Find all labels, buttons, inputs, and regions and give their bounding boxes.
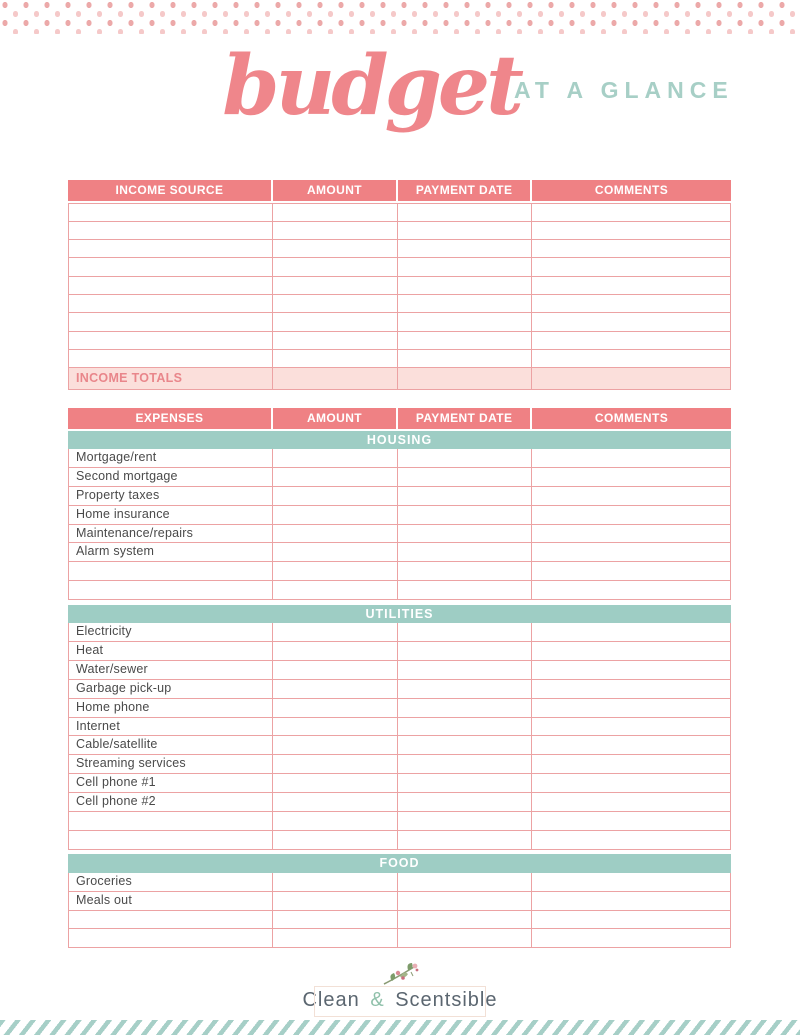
- expense-empty-row: [68, 581, 731, 600]
- empty-cell: [273, 487, 398, 506]
- empty-cell: [68, 350, 273, 368]
- table-header-row: [68, 408, 731, 429]
- empty-cell: [273, 562, 398, 581]
- expense-row: [68, 892, 731, 911]
- income-table: [68, 180, 731, 390]
- empty-cell: [68, 240, 273, 258]
- empty-cell: [398, 831, 532, 850]
- empty-cell: [532, 487, 731, 506]
- empty-cell: [398, 332, 532, 350]
- empty-cell: [532, 203, 731, 222]
- empty-cell: [273, 350, 398, 368]
- expense-empty-row: [68, 812, 731, 831]
- empty-cell: [398, 313, 532, 331]
- income-row: [68, 277, 731, 295]
- empty-cell: [532, 793, 731, 812]
- expense-label-cell: Cell phone #2: [68, 793, 273, 812]
- empty-cell: [273, 222, 398, 240]
- empty-cell: [398, 222, 532, 240]
- income-row: [68, 295, 731, 313]
- expense-empty-row: [68, 562, 731, 581]
- income-row: [68, 313, 731, 331]
- income-totals-label-cell: INCOME TOTALS: [68, 368, 273, 390]
- empty-cell: [273, 449, 398, 468]
- income-row: [68, 350, 731, 368]
- empty-cell: [68, 831, 273, 850]
- empty-cell: [68, 581, 273, 600]
- empty-cell: [398, 680, 532, 699]
- empty-cell: [532, 525, 731, 544]
- empty-cell: [398, 562, 532, 581]
- empty-cell: [398, 295, 532, 313]
- expense-label-cell: Water/sewer: [68, 661, 273, 680]
- empty-cell: [398, 525, 532, 544]
- expense-label-cell: Cell phone #1: [68, 774, 273, 793]
- footer-logo: [0, 960, 800, 1017]
- empty-cell: [273, 506, 398, 525]
- empty-cell: [398, 736, 532, 755]
- column-header-expense-2: PAYMENT DATE: [398, 408, 532, 429]
- column-header-expense-1: AMOUNT: [273, 408, 398, 429]
- expense-label-cell: Electricity: [68, 623, 273, 642]
- empty-cell: [273, 313, 398, 331]
- empty-cell: [68, 277, 273, 295]
- column-header-income-0: INCOME SOURCE: [68, 180, 273, 201]
- empty-cell: [398, 487, 532, 506]
- expense-label-cell: Second mortgage: [68, 468, 273, 487]
- empty-cell: [398, 718, 532, 737]
- empty-cell: [532, 277, 731, 295]
- title-caps-word: AT A GLANCE: [513, 77, 734, 103]
- empty-cell: [532, 642, 731, 661]
- expense-row: [68, 642, 731, 661]
- expense-label-cell: Streaming services: [68, 755, 273, 774]
- empty-cell: [273, 755, 398, 774]
- expense-row: [68, 487, 731, 506]
- empty-cell: [398, 699, 532, 718]
- empty-cell: [273, 774, 398, 793]
- expense-row: [68, 468, 731, 487]
- empty-cell: [273, 661, 398, 680]
- empty-cell: [532, 929, 731, 948]
- empty-cell: [273, 581, 398, 600]
- column-header-income-1: AMOUNT: [273, 180, 398, 201]
- empty-cell: [532, 755, 731, 774]
- empty-cell: [532, 562, 731, 581]
- empty-cell: [398, 774, 532, 793]
- empty-cell: [273, 468, 398, 487]
- empty-cell: [398, 661, 532, 680]
- empty-cell: [398, 892, 532, 911]
- empty-cell: [398, 468, 532, 487]
- empty-cell: [532, 774, 731, 793]
- expense-row: [68, 793, 731, 812]
- expense-label-cell: Heat: [68, 642, 273, 661]
- empty-cell: [398, 203, 532, 222]
- empty-cell: [532, 222, 731, 240]
- empty-cell: [398, 873, 532, 892]
- income-row: [68, 258, 731, 276]
- empty-cell: [398, 911, 532, 930]
- empty-cell: [398, 449, 532, 468]
- expense-row: [68, 525, 731, 544]
- logo-word-clean: Clean: [302, 989, 360, 1011]
- empty-cell: [532, 449, 731, 468]
- empty-cell: [532, 581, 731, 600]
- logo-ampersand: &: [370, 989, 385, 1011]
- empty-cell: [273, 642, 398, 661]
- empty-cell: [273, 258, 398, 276]
- title-script-word: budget: [222, 38, 520, 134]
- expense-row: [68, 873, 731, 892]
- empty-cell: [68, 313, 273, 331]
- empty-cell: [273, 812, 398, 831]
- empty-cell: [532, 661, 731, 680]
- expense-empty-row: [68, 929, 731, 948]
- empty-cell: [273, 368, 398, 390]
- empty-cell: [398, 642, 532, 661]
- empty-cell: [273, 718, 398, 737]
- empty-cell: [273, 543, 398, 562]
- expense-label-cell: Mortgage/rent: [68, 449, 273, 468]
- empty-cell: [532, 623, 731, 642]
- expense-label-cell: Internet: [68, 718, 273, 737]
- empty-cell: [532, 718, 731, 737]
- income-row: [68, 222, 731, 240]
- empty-cell: [68, 295, 273, 313]
- empty-cell: [532, 350, 731, 368]
- empty-cell: [532, 911, 731, 930]
- empty-cell: [532, 831, 731, 850]
- empty-cell: [398, 929, 532, 948]
- income-row: [68, 203, 731, 222]
- empty-cell: [532, 812, 731, 831]
- empty-cell: [68, 929, 273, 948]
- empty-cell: [398, 277, 532, 295]
- empty-cell: [273, 332, 398, 350]
- expense-row: [68, 680, 731, 699]
- empty-cell: [398, 258, 532, 276]
- column-header-income-3: COMMENTS: [532, 180, 731, 201]
- empty-cell: [68, 203, 273, 222]
- expense-empty-row: [68, 911, 731, 930]
- empty-cell: [273, 929, 398, 948]
- expense-label-cell: Meals out: [68, 892, 273, 911]
- expense-table: [68, 408, 731, 948]
- empty-cell: [398, 506, 532, 525]
- page-title: [78, 30, 800, 142]
- income-totals-row: [68, 368, 731, 390]
- empty-cell: [532, 680, 731, 699]
- section-band-utilities: UTILITIES: [68, 605, 731, 624]
- expense-label-cell: Maintenance/repairs: [68, 525, 273, 544]
- empty-cell: [68, 911, 273, 930]
- expense-label-cell: Cable/satellite: [68, 736, 273, 755]
- empty-cell: [532, 313, 731, 331]
- empty-cell: [532, 543, 731, 562]
- expense-row: [68, 774, 731, 793]
- empty-cell: [532, 258, 731, 276]
- empty-cell: [398, 793, 532, 812]
- empty-cell: [532, 295, 731, 313]
- empty-cell: [398, 581, 532, 600]
- empty-cell: [532, 892, 731, 911]
- empty-cell: [273, 203, 398, 222]
- column-header-income-2: PAYMENT DATE: [398, 180, 532, 201]
- table-header-row: [68, 180, 731, 201]
- empty-cell: [273, 873, 398, 892]
- expense-label-cell: Home phone: [68, 699, 273, 718]
- empty-cell: [398, 350, 532, 368]
- section-band-housing: HOUSING: [68, 431, 731, 450]
- column-header-expense-0: EXPENSES: [68, 408, 273, 429]
- expense-label-cell: Property taxes: [68, 487, 273, 506]
- expense-row: [68, 506, 731, 525]
- expense-row: [68, 661, 731, 680]
- logo-lockup: [292, 986, 507, 1017]
- expense-row: [68, 449, 731, 468]
- empty-cell: [273, 892, 398, 911]
- empty-cell: [398, 812, 532, 831]
- empty-cell: [398, 543, 532, 562]
- expense-label-cell: Groceries: [68, 873, 273, 892]
- empty-cell: [273, 736, 398, 755]
- empty-cell: [532, 240, 731, 258]
- empty-cell: [68, 222, 273, 240]
- empty-cell: [398, 240, 532, 258]
- floral-sprig-icon: [378, 960, 422, 988]
- income-row: [68, 332, 731, 350]
- empty-cell: [532, 506, 731, 525]
- empty-cell: [68, 258, 273, 276]
- empty-cell: [273, 680, 398, 699]
- empty-cell: [273, 699, 398, 718]
- empty-cell: [273, 911, 398, 930]
- expense-label-cell: Garbage pick-up: [68, 680, 273, 699]
- empty-cell: [68, 812, 273, 831]
- empty-cell: [273, 277, 398, 295]
- polka-dot-border: [0, 0, 800, 34]
- empty-cell: [532, 699, 731, 718]
- expense-label-cell: Home insurance: [68, 506, 273, 525]
- expense-row: [68, 699, 731, 718]
- empty-cell: [273, 525, 398, 544]
- expense-row: [68, 543, 731, 562]
- empty-cell: [398, 755, 532, 774]
- empty-cell: [532, 736, 731, 755]
- expense-row: [68, 755, 731, 774]
- empty-cell: [68, 562, 273, 581]
- empty-cell: [532, 332, 731, 350]
- expense-row: [68, 736, 731, 755]
- empty-cell: [532, 468, 731, 487]
- empty-cell: [532, 873, 731, 892]
- income-row: [68, 240, 731, 258]
- logo-word-scentsible: Scentsible: [395, 989, 498, 1011]
- empty-cell: [398, 368, 532, 390]
- expense-label-cell: Alarm system: [68, 543, 273, 562]
- diagonal-stripe-border: [0, 1020, 800, 1035]
- empty-cell: [273, 831, 398, 850]
- empty-cell: [273, 623, 398, 642]
- empty-cell: [273, 793, 398, 812]
- expense-row: [68, 623, 731, 642]
- section-band-food: FOOD: [68, 854, 731, 873]
- expense-empty-row: [68, 831, 731, 850]
- empty-cell: [68, 332, 273, 350]
- empty-cell: [273, 240, 398, 258]
- empty-cell: [532, 368, 731, 390]
- expense-row: [68, 718, 731, 737]
- column-header-expense-3: COMMENTS: [532, 408, 731, 429]
- empty-cell: [398, 623, 532, 642]
- empty-cell: [273, 295, 398, 313]
